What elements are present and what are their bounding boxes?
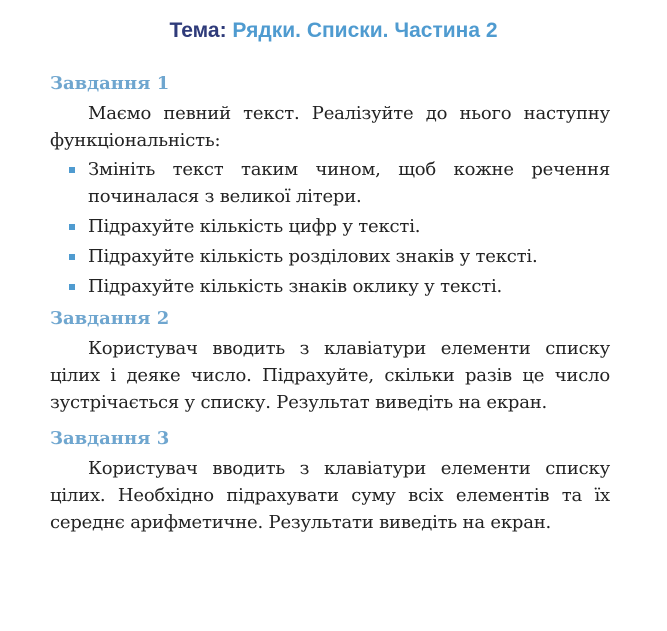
title-label: Тема: xyxy=(169,19,227,42)
square-bullet-icon xyxy=(69,254,75,260)
list-item xyxy=(88,243,610,270)
list-item-text: Змініть текст таким чином, щоб кожне речення починалася з великої літери. xyxy=(88,159,610,207)
task-heading: Завдання 1 xyxy=(50,73,170,94)
list-item-text: Підрахуйте кількість знаків оклику у тексті. xyxy=(88,276,503,297)
task-text: Користувач вводить з клавіатури елементи списку цілих і деяке число. Підрахуйте, скільки разів це число зустрічається у списку. Результат виведіть на екран. xyxy=(50,338,610,413)
task-bullet-list xyxy=(50,156,610,300)
spacer xyxy=(50,416,610,425)
task-3 xyxy=(50,425,610,536)
list-item-text: Підрахуйте кількість цифр у тексті. xyxy=(88,216,421,237)
page-title xyxy=(0,17,667,45)
task-heading: Завдання 3 xyxy=(50,428,170,449)
list-item xyxy=(88,273,610,300)
task-intro: Маємо певний текст. Реалізуйте до нього наступну функціональність: xyxy=(50,103,610,151)
task-2 xyxy=(50,305,610,416)
task-heading: Завдання 2 xyxy=(50,308,170,329)
task-text: Користувач вводить з клавіатури елементи списку цілих. Необхідно підрахувати суму всіх елементів та їх середнє арифметичне. Результати виведіть на екран. xyxy=(50,458,610,533)
square-bullet-icon xyxy=(69,224,75,230)
tasks-content xyxy=(50,70,610,536)
square-bullet-icon xyxy=(69,167,75,173)
square-bullet-icon xyxy=(69,284,75,290)
title-topic: Рядки. Списки. Частина 2 xyxy=(232,19,498,42)
task-1 xyxy=(50,70,610,300)
list-item-text: Підрахуйте кількість розділових знаків у тексті. xyxy=(88,246,538,267)
list-item xyxy=(88,213,610,240)
list-item xyxy=(88,156,610,210)
